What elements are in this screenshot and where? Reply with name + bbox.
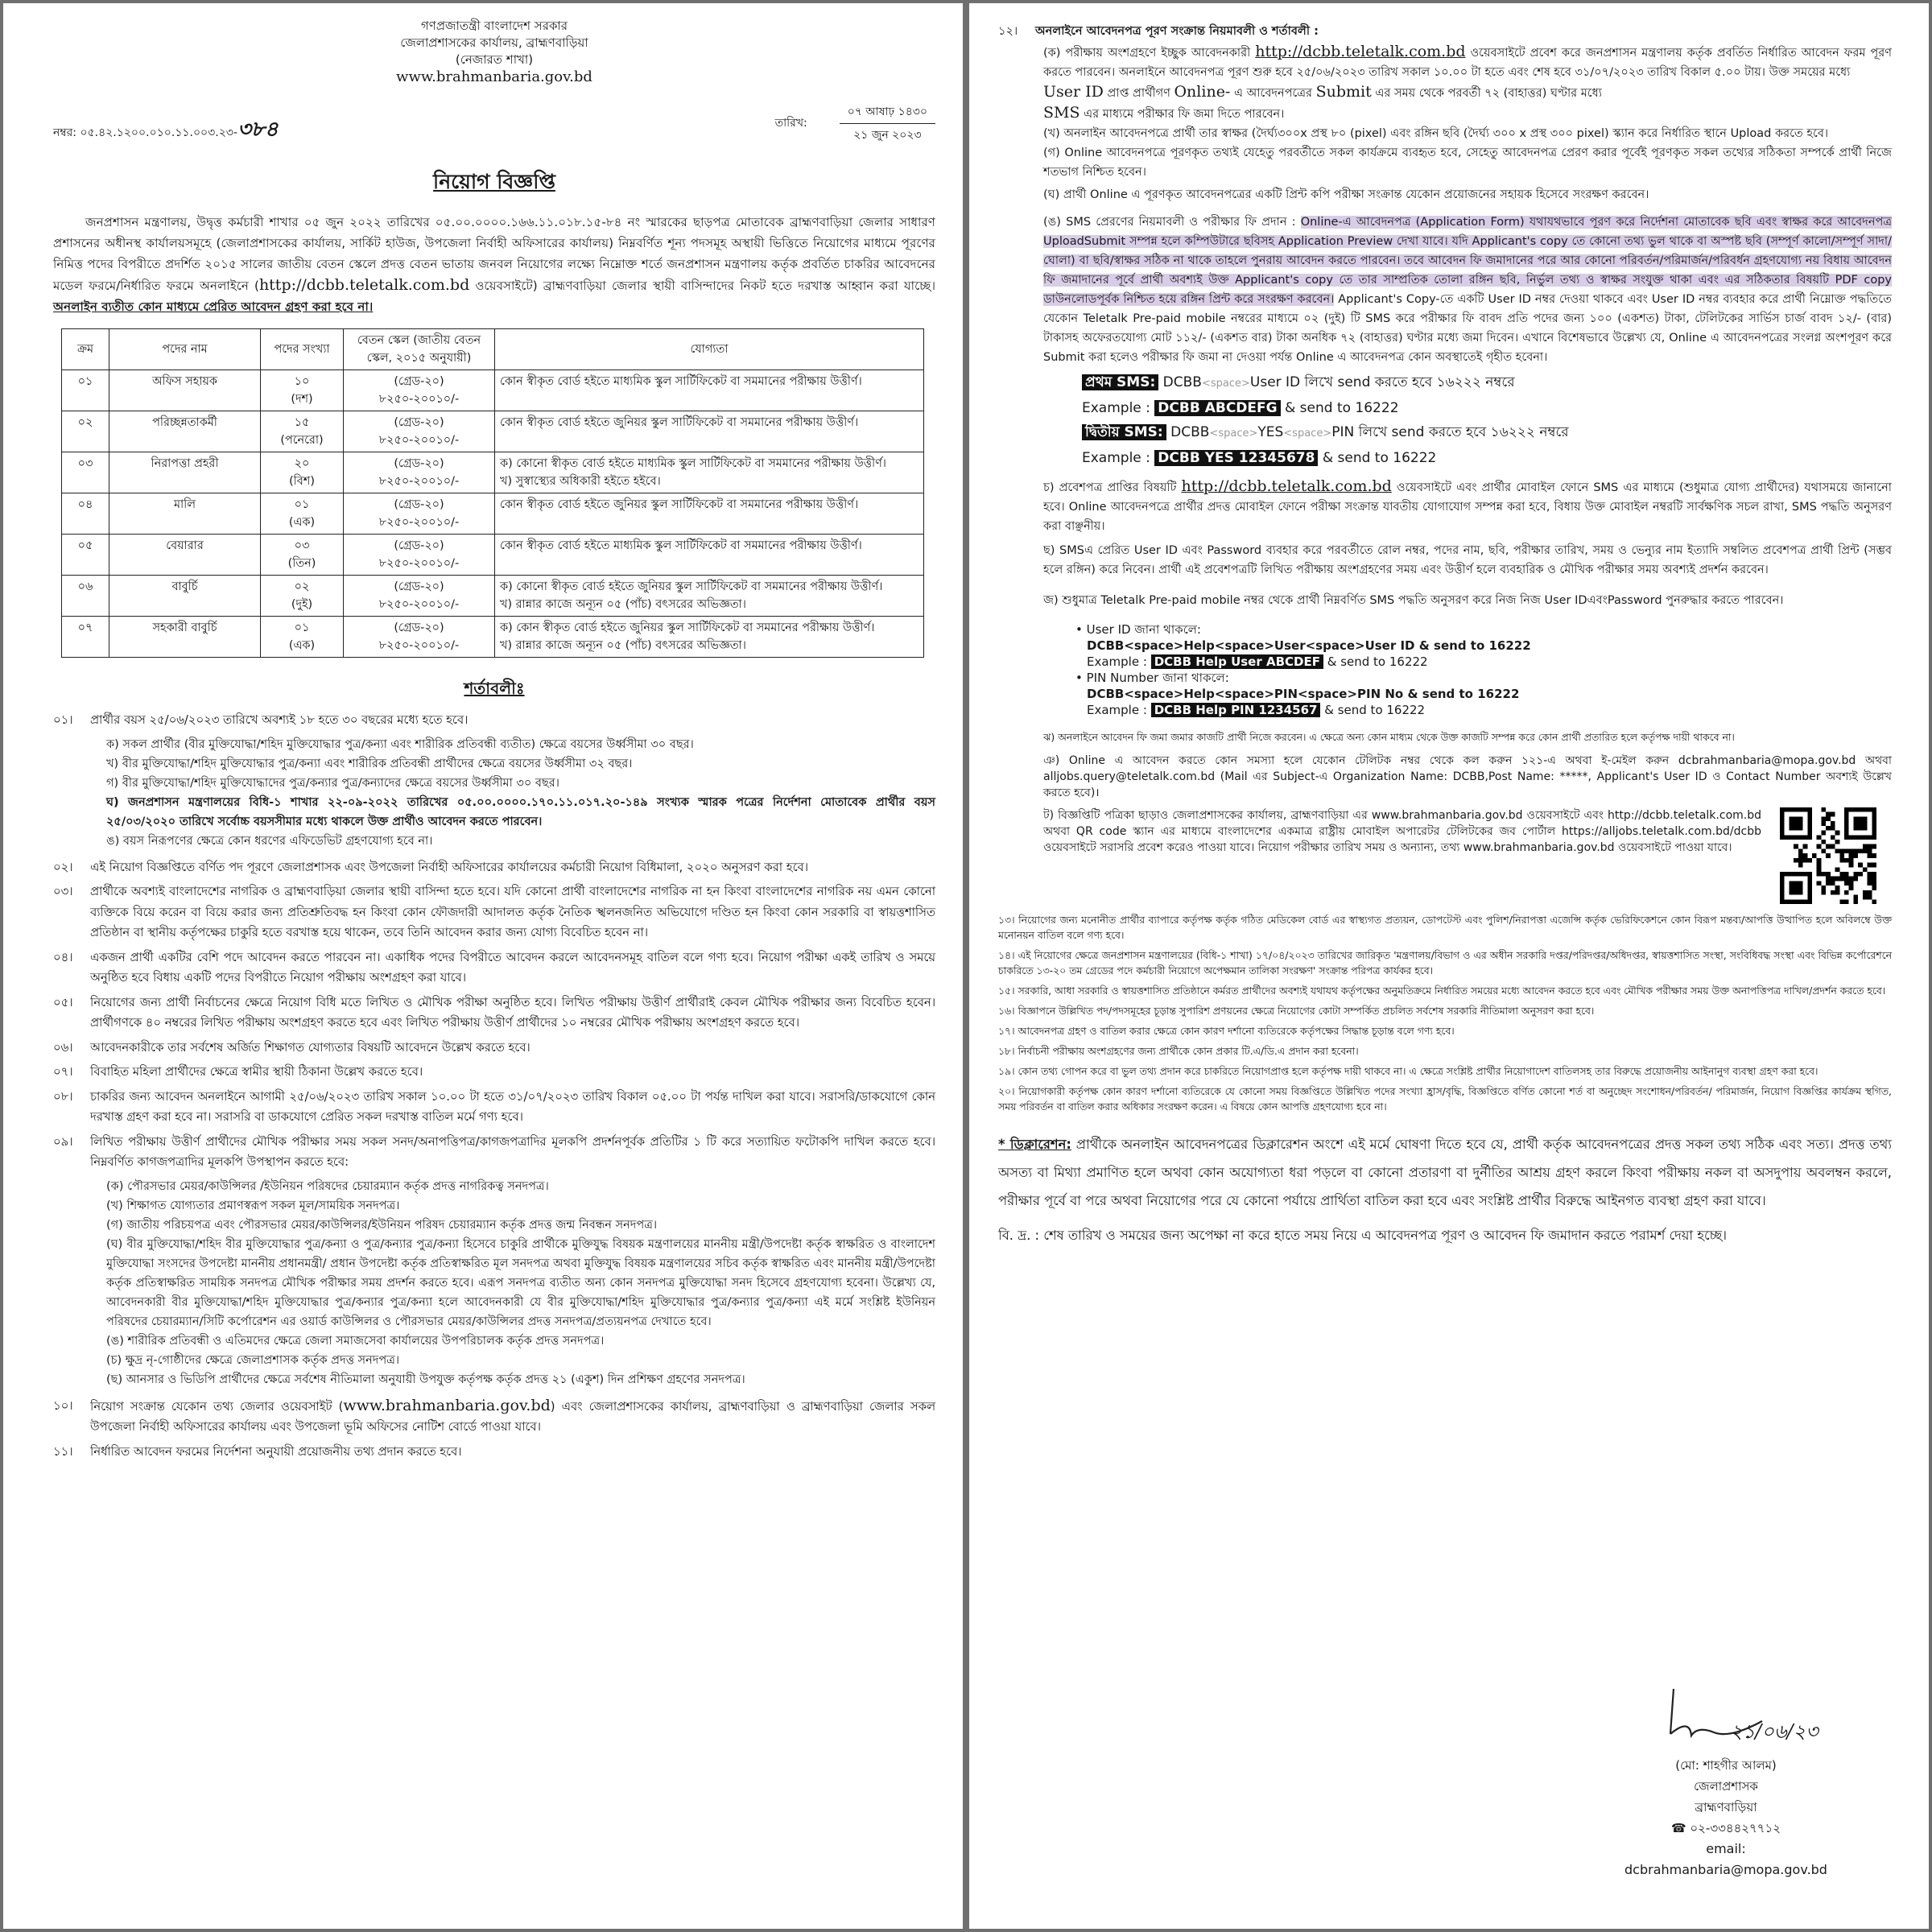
qr-code[interactable] — [1773, 807, 1884, 904]
cell-qualification: ক) কোনো স্বীকৃত বোর্ড হইতে জুনিয়র স্কুল সার্টিফিকেট বা সমমানের পরীক্ষায় উত্তীর্ণ। খ) রান্নার কাজে অন্যূন ০৫ (পাঁচ) বৎসরের অভিজ্ঞতা। — [495, 576, 924, 617]
condition-01-sub-c: গ) বীর মুক্তিযোদ্ধা/শহিদ মুক্তিযোদ্ধাদের পুত্র/কন্যার পুত্র/কন্যাদের ক্ষেত্রে বয়সের উর্ধ্বসীমা ৩০ বছর। — [106, 776, 559, 790]
sms-instructions — [998, 370, 1892, 470]
pin-heading: • PIN Number জানা থাকলে: — [1075, 670, 1229, 685]
cell-serial: ০৪ — [62, 493, 109, 535]
cell-post: সহকারী বাবুর্চি — [109, 617, 261, 658]
condition-17: ১৭। আবেদনপত্র গ্রহণ ও বাতিল করার ক্ষেত্রে কোন কারণ দর্শানো ব্যতিরেকে কর্তৃপক্ষের সিদ্ধান্ত চূড়ান্ত বলে গণ্য হবে। — [998, 1024, 1455, 1037]
condition-03: ০৩। প্রার্থীকে অবশ্যই বাংলাদেশের নাগরিক ও ব্রাহ্মণবাড়িয়া জেলার স্থায়ী বাসিন্দা হতে হবে। যদি কোনো প্রার্থী বাংলাদেশের নাগরিক না হন কিংবা বাংলাদেশের নাগরিক নয় এমন কোনো ব্যক্তিকে বিয়ে করেন বা বিয়ে করার জন্য প্রতিশ্রুতিবদ্ধ হন কিংবা কোন ফৌজদারী আদালত কর্তৃক নৈতিক স্খলনজনিত অভিযোগে দণ্ডিত হন কিংবা কোন সরকারি বা স্বায়ত্তশাসিত প্রতিষ্ঠান বা স্থানীয় কর্তৃপক্ষের চাকুরি হতে বরখাস্ত হয়ে থাকেন, তবে তিনি আবেদন করার জন্য যোগ্য বিবেচিত হবেন না। — [53, 885, 935, 939]
memo-number: নম্বর: ০৫.৪২.১২০০.০১০.১১.০০৩.২৩- — [53, 126, 237, 139]
cell-count: ০১ (এক) — [261, 617, 344, 658]
condition-09-sub-f: (চ) ক্ষুদ্র নৃ-গোষ্ঠীদের ক্ষেত্রে জেলাপ্রশাসক কর্তৃক প্রদত্ত সনদপত্র। — [106, 1353, 400, 1367]
reference-row — [53, 98, 935, 148]
condition-16: ১৬। বিজ্ঞাপনে উল্লিখিত পদ/পদসমূহের চূড়ান্ত সুপারিশ প্রণয়নের ক্ষেত্রে নিয়োগের কোটা সম্পর্কিত প্রচলিত সর্বশেষ সরকারি নীতিমালা অনুসরণ করা হবে। — [998, 1004, 1595, 1017]
cell-qualification: কোন স্বীকৃত বোর্ড হইতে মাধ্যমিক স্কুল সার্টিফিকেট বা সমমানের পরীক্ষায় উত্তীর্ণ। — [495, 370, 924, 411]
condition-10-link[interactable]: www.brahmanbaria.gov.bd — [343, 1396, 551, 1414]
condition-09-sub-b: (খ) শিক্ষাগত যোগ্যতার প্রমাণস্বরূপ সকল মূল/সাময়িক সনদপত্র। — [106, 1199, 400, 1212]
condition-20: ২০। নিয়োগকারী কর্তৃপক্ষ কোন কারণ দর্শানো ব্যতিরেকে যে কোনো সময় বিজ্ঞপ্তিতে উল্লিখিত পদের সংখ্যা হ্রাস/বৃদ্ধি, বিজ্ঞপ্তিতে বর্ণিত কোনো শর্ত বা অনুচ্ছেদ সংশোধন/পরিবর্তন/ পরিমার্জন, নিয়োগ বিজ্ঞপ্তির কার্যক্রম স্থগিত, সময় পরিবর্তন বা বাতিল করার অধিকার সংরক্ষণ করেন। এ বিষয়ে কোন আপত্তি গ্রহণযোগ্য হবে না। — [998, 1084, 1892, 1113]
cell-post: বেয়ারার — [109, 535, 261, 576]
cell-post: বাবুর্চি — [109, 576, 261, 617]
cell-serial: ০১ — [62, 370, 109, 411]
condition-09-sub-e: (ঙ) শারীরিক প্রতিবন্ধী ও এতিমদের ক্ষেত্রে জেলা সমাজসেবা কার্যালয়ের উপপরিচালক কর্তৃক প্রদত্ত সনদপত্র। — [106, 1334, 605, 1348]
table-row — [62, 535, 924, 576]
cell-count: ০২ (দুই) — [261, 576, 344, 617]
intro-paragraph: জনপ্রশাসন মন্ত্রণালয়, উদ্বৃত্ত কর্মচারী শাখার ০৫ জুন ২০২২ তারিখের ০৫.০০.০০০০.১৬৬.১১.০১৮.১৫-৮৪ নং স্মারকের ছাড়পত্র মোতাবেক ব্রাহ্মণবাড়িয়া জেলার সাধারণ প্রশাসনের অধীনস্থ কার্যালয়সমূহে (জেলাপ্রশাসকের কার্যালয়, সার্কিট হাউজ, উপজেলা নির্বাহী অফিসারের কার্যালয়) নিম্নবর্ণিত শূন্য পদসমূহ অস্থায়ী ভিত্তিতে নিয়োগের মাধ্যমে পূরণের নিমিত্ত পদের বিপরীতে প্রদর্শিত ২০১৫ সালের জাতীয় বেতন স্কেলে প্রদত্ত বেতন ভাতায় জনবল নিয়োগের লক্ষ্যে নিম্নোক্ত শর্তে জনপ্রশাসন মন্ত্রণালয় কর্তৃক প্রবর্তিত চাকরির আবেদনের মডেল ফরমে/নির্ধারিত ফরমে অনলাইনে (http://dcbb.teletalk.com.bd ওয়েবসাইটে) ব্রাহ্মণবাড়িয়া জেলার স্থায়ী বাসিন্দাদের নিকট হতে দরখাস্ত আহ্বান করা যাচ্ছে। অনলাইন ব্যতীত কোন মাধ্যমে প্রেরিত আবেদন গ্রহণ করা হবে না। — [53, 215, 935, 314]
recovery-sms — [998, 621, 1892, 718]
condition-12-kha: (খ) অনলাইন আবেদনপত্রে প্রার্থী তার স্বাক্ষর (দৈর্ঘ্য৩০০x প্রস্থ ৮০ (pixel) এবং রঙ্গিন ছবি (দৈর্ঘ্য ৩০০ x প্রস্থ ৩০০ pixel) স্ক্যান করে নির্ধারিত স্থানে Upload করতে হবে। — [1043, 126, 1829, 140]
cell-serial: ০৩ — [62, 452, 109, 493]
conditions-title: শর্তাবলীঃ — [464, 679, 525, 698]
intro-link[interactable]: http://dcbb.teletalk.com.bd — [258, 276, 470, 294]
condition-01-sub-b: খ) বীর মুক্তিযোদ্ধা/শহিদ মুক্তিযোদ্ধার পুত্র/কন্যা এবং শারীরিক প্রতিবন্ধী প্রার্থীদের ক্ষেত্রে বয়সের উর্ধ্বসীমা ৩২ বছর। — [106, 757, 633, 770]
note-bottom: বি. দ্র. : শেষ তারিখ ও সময়ের জন্য অপেক্ষা না করে হাতে সময় নিয়ে এ আবেদনপত্র পূরণ ও আবেদন ফি জমাদান করতে পরামর্শ দেয়া হচ্ছে। — [998, 1227, 1727, 1243]
cell-count: ১৫ (পনেরো) — [261, 411, 344, 452]
cell-post: পরিচ্ছন্নতাকর্মী — [109, 411, 261, 452]
cell-count: ২০ (বিশ) — [261, 452, 344, 493]
cell-scale: (গ্রেড-২০) ৮২৫০-২০০১০/- — [344, 411, 495, 452]
vacancy-table — [61, 328, 924, 658]
cha-link[interactable]: http://dcbb.teletalk.com.bd — [1181, 477, 1392, 495]
condition-05: ০৫। নিয়োগের জন্য প্রার্থী নির্বাচনের ক্ষেত্রে নিয়োগ বিধি মতে লিখিত ও মৌখিক পরীক্ষা অনুষ্ঠিত হবে। লিখিত পরীক্ষায় উত্তীর্ণ প্রার্থীরাই কেবল মৌখিক পরীক্ষার জন্য বিবেচিত হবেন। প্রার্থীগণকে ৪০ নম্বরের লিখিত পরীক্ষায় অংশগ্রহণ করতে হবে এবং লিখিত পরীক্ষায় উত্তীর্ণ প্রার্থীদের ১০ নম্বরের মৌখিক পরীক্ষায় অংশগ্রহণ করতে হবে। — [53, 995, 935, 1030]
condition-12-title: ১২। অনলাইনে আবেদনপত্র পূরণ সংক্রান্ত নিয়মাবলী ও শর্তাবলী : — [998, 24, 1319, 38]
cell-qualification: ক) কোন স্বীকৃত বোর্ড হইতে জুনিয়র স্কুল সার্টিফিকেট বা সমমানের পরীক্ষায় উত্তীর্ণ। খ) রান্নার কাজে অন্যূন ০৫ (পাঁচ) বৎসরের অভিজ্ঞতা। — [495, 617, 924, 658]
header-website[interactable]: www.brahmanbaria.gov.bd — [396, 68, 592, 85]
nga-highlighted-text: Online-এ আবেদনপত্র (Application Form) যথাযথভাবে পূরণ করে নির্দেশনা মোতাবেক ছবি এবং স্বাক্ষর করে আবেদনপত্র UploadSubmit সম্পন্ন হলে কম্পিউটারে ছবিসহ Application Preview দেখা যাবে। যদি Applicant's copy তে কোনো তথ্য ভুল থাকে বা অস্পষ্ট ছবি (সম্পূর্ণ কালো/সম্পূর্ণ সাদা/ঘোলা) বা ছবি/স্বাক্ষর সঠিক না থাকে তাহলে পুনরায় আবেদন করতে পারবেন। তবে আবেদন ফি জমাদানের পরে আর কোনো পরিবর্তন/পরিমার্জন/পরিবর্ধন গ্রহণযোগ্য নয় বিধায় আবেদন ফি জমাদানের পূর্বে প্রার্থী অবশ্যই উক্ত Applicant's copy তে তার সাম্প্রতিক তোলা রঙ্গিন ছবি, নির্ভুল তথ্য ও স্বাক্ষর সংযুক্ত থাকা এবং এর সঠিকতার বিষয়টি PDF copy ডাউনলোডপূর্বক নিশ্চিত হয়ে রঙ্গিন প্রিন্ট করে সংরক্ষণ করবেন। — [1043, 215, 1893, 306]
cell-serial: ০৫ — [62, 535, 109, 576]
first-sms-example: Example : DCBB ABCDEFG & send to 16222 — [1082, 399, 1399, 416]
condition-02: ০২। এই নিয়োগ বিজ্ঞপ্তিতে বর্ণিত পদ পূরণে জেলাপ্রশাসক এবং উপজেলা নির্বাহী অফিসারের কার্যালয়ের কর্মচারী নিয়োগ বিধিমালা, ২০২০ অনুসরণ করা হবে। — [53, 860, 809, 874]
pin-example: Example : DCBB Help PIN 1234567 & send to 16222 — [1087, 702, 1426, 717]
condition-14: ১৪। এই নিয়োগের ক্ষেত্রে জনপ্রশাসন মন্ত্রণালয়ের (বিধি-১ শাখা) ১৭/০৪/২০২৩ তারিখের জারিকৃত 'মন্ত্রণালয়/বিভাগ ও এর অধীন সরকারি দপ্তর/পরিদপ্তর/অধিদপ্তর, স্বায়ত্তশাসিত সংস্থা, সংবিধিবদ্ধ সংস্থা এবং বিভিন্ন কর্পোরেশনে চাকরিতে ১৩-২০ তম গ্রেডের পদে কর্মচারী নিয়োগে অপেক্ষমান তালিকা সংরক্ষণ' সংক্রান্ত পরিপত্র কার্যকর হবে। — [998, 948, 1892, 976]
date-english: ২১ জুন ২০২৩ — [853, 128, 922, 142]
gov-name: গণপ্রজাতন্ত্রী বাংলাদেশ সরকার — [420, 19, 568, 33]
condition-06: ০৬। আবেদনকারীকে তার সর্বশেষ অর্জিত শিক্ষাগত যোগ্যতার বিষয়টি আবেদনে উল্লেখ করতে হবে। — [53, 1040, 530, 1055]
cell-count: ০১ (এক) — [261, 493, 344, 535]
condition-10: ১০। নিয়োগ সংক্রান্ত যেকোন তথ্য জেলার ওয়েবসাইট (www.brahmanbaria.gov.bd) এবং জেলাপ্রশাসকের কার্যালয়, ব্রাহ্মণবাড়িয়া ও ব্রাহ্মণবাড়িয়া জেলার সকল উপজেলা নির্বাহী অফিসারের কার্যালয় এবং উপজেলা ভূমি অফিসের নোটিশ বোর্ডে পাওয়া যাবে। — [53, 1396, 936, 1434]
signature-block — [1609, 1686, 1843, 1880]
declaration: * ডিক্লারেশন: প্রার্থীকে অনলাইন আবেদনপত্রের ডিক্লারেশন অংশে এই মর্মে ঘোষণা দিতে হবে যে, প্রার্থী কর্তৃক আবেদনপত্রের প্রদত্ত সকল তথ্য সঠিক এবং সত্য। প্রদত্ত তথ্য অসত্য বা মিথ্যা প্রমাণিত হলে অথবা কোন অযোগ্যতা ধরা পড়লে বা কোনো প্রতারণা বা দুর্নীতির আশ্রয় গ্রহণ করলে কিংবা পরীক্ষায় নকল বা অসদুপায় অবলম্বন করলে, পরীক্ষার পূর্বে বা পরে অথবা নিয়োগের পরে যে কোনো পর্যায়ে প্রার্থিতা বাতিল করা হবে এবং সংশ্লিষ্ট প্রার্থীর বিরুদ্ধে আইনগত ব্যবস্থা গ্রহণ করা যাবে। — [998, 1136, 1892, 1208]
table-header-row — [62, 329, 924, 370]
cell-qualification: কোন স্বীকৃত বোর্ড হইতে জুনিয়র স্কুল সার্টিফিকেট বা সমমানের পরীক্ষায় উত্তীর্ণ। — [495, 411, 924, 452]
condition-12-nga: (ঙ) SMS প্রেরণের নিয়মাবলী ও পরীক্ষার ফি প্রদান : Online-এ আবেদনপত্র (Application Form) যথাযথভাবে পূরণ করে নির্দেশনা মোতাবেক ছবি এবং স্বাক্ষর করে আবেদনপত্র UploadSubmit সম্পন্ন হলে কম্পিউটারে ছবিসহ Application Preview দেখা যাবে। যদি Applicant's copy তে কোনো তথ্য ভুল থাকে বা অস্পষ্ট ছবি (সম্পূর্ণ কালো/সম্পূর্ণ সাদা/ঘোলা) বা ছবি/স্বাক্ষর সঠিক না থাকে তাহলে পুনরায় আবেদন করতে পারবেন। তবে আবেদন ফি জমাদানের পরে আর কোনো পরিবর্তন/পরিমার্জন/পরিবর্ধন গ্রহণযোগ্য নয় বিধায় আবেদন ফি জমাদানের পূর্বে প্রার্থী অবশ্যই উক্ত Applicant's copy তে তার সাম্প্রতিক তোলা রঙ্গিন ছবি, নির্ভুল তথ্য ও স্বাক্ষর সংযুক্ত থাকা এবং এর সঠিকতার বিষয়টি PDF copy ডাউনলোডপূর্বক নিশ্চিত হয়ে রঙ্গিন প্রিন্ট করে সংরক্ষণ করবেন। Applicant's Copy-তে একটি User ID নম্বর দেওয়া থাকবে এবং User ID নম্বর ব্যবহার করে প্রার্থী নিম্নোক্ত পদ্ধতিতে যেকোন Teletalk Pre-paid mobile নম্বরের মাধ্যমে ০২ (দুই) টি SMS করে পরীক্ষার ফি বাবদ প্রতি পদের জন্য ১০০ (একশত) টাকা, টেলিটকের সার্ভিস চার্জ বাবদ ১২/- (বার) টাকাসহ অফেরতযোগ্য মোট ১১২/- (একশত বার) টাকা অনধিক ৭২ (বাহাত্তর) ঘণ্টার মধ্যে জমা দিবেন। এখানে বিশেষভাবে উল্লেখ্য যে, Online এ আবেদনপত্রের সংলগ্ন অংশপূরণ করে Submit করা হলেও পরীক্ষার ফি জমা না দেওয়া পর্যন্ত Online এ আবেদনপত্র কোন অবস্থাতেই গৃহীত হবেনা। — [1043, 215, 1893, 364]
cell-scale: (গ্রেড-২০) ৮২৫০-২০০১০/- — [344, 617, 495, 658]
condition-09: ০৯। লিখিত পরীক্ষায় উত্তীর্ণ প্রার্থীদের মৌখিক পরীক্ষার সময় সকল সনদ/অনাপত্তিপত্র/কাগজপত্রাদির মূলকপি প্রদর্শনপূর্বক প্রতিটির ১ টি করে সত্যায়িত ফটোকপি দাখিল করতে হবে। নিম্নবর্ণিত কাগজপত্রাদির মূলকপি উপস্থাপন করতে হবে: — [53, 1134, 935, 1169]
condition-12-ja: জ) শুধুমাত্র Teletalk Pre-paid mobile নম্বর থেকে প্রার্থী নিম্নবর্ণিত SMS পদ্ধতি অনুসরণ করে নিজ নিজ User IDএবংPassword পুনরুদ্ধার করতে পারবেন। — [1043, 593, 1784, 607]
condition-09-sub-a: (ক) পৌরসভার মেয়র/কাউন্সিলর /ইউনিয়ন পরিষদের চেয়ারম্যান কর্তৃক প্রদত্ত নাগরিকত্ব সনদপত্র। — [106, 1179, 549, 1193]
signature-date: ২১/০৬/২৩ — [1730, 1720, 1818, 1743]
condition-12-cha: চ) প্রবেশপত্র প্রাপ্তির বিষয়টি http://dcbb.teletalk.com.bd ওয়েবসাইটে এবং প্রার্থীর মোবাইল ফোনে SMS এর মাধ্যমে (শুধুমাত্র যোগ্য প্রার্থীদের) যথাসময়ে জানানো হবে। Online আবেদনপত্রে প্রার্থীর প্রদত্ত মোবাইল ফোনে পরীক্ষা সংক্রান্ত যাবতীয় যোগাযোগ সম্পন্ন করা হবে, বিধায় উক্ত মোবাইল নম্বরটি সার্বক্ষণিক সচল রাখা, SMS পদ্ধতি অনুসরণ করা বাঞ্ছনীয়। — [1043, 477, 1892, 533]
signatory-name: (মো: শাহগীর আলম) — [1675, 1758, 1777, 1773]
cell-scale: (গ্রেড-২০) ৮২৫০-২০০১০/- — [344, 576, 495, 617]
condition-15: ১৫। সরকারি, আধা সরকারি ও স্বায়ত্তশাসিত প্রতিষ্ঠানে কর্মরত প্রার্থীদের অবশ্যই যথাযথ কর্তৃপক্ষের অনুমতিক্রমে নির্ধারিত সময়ের মধ্যে আবেদন করতে হবে এবং মৌখিক পরীক্ষার সময় উক্ত অনাপত্তিপত্র দাখিল/প্রদর্শন করতে হবে। — [998, 984, 1886, 997]
notice-title: নিয়োগ বিজ্ঞপ্তি — [433, 170, 555, 193]
condition-18: ১৮। নির্বাচনী পরীক্ষায় অংশগ্রহণের জন্য প্রার্থীকে কোন প্রকার টি.এ/ডি.এ প্রদান করা হবেনা। — [998, 1044, 1359, 1057]
cell-serial: ০৭ — [62, 617, 109, 658]
signatory-title: জেলাপ্রশাসক — [1694, 1779, 1758, 1794]
vacancy-table-body — [62, 370, 924, 658]
condition-12-chha: ছ) SMSএ প্রেরিত User ID এবং Password ব্যবহার করে পরবর্তীতে রোল নম্বর, পদের নাম, ছবি, পরীক্ষার তারিখ, সময় ও ভেন্যুর নাম ইত্যাদি সম্বলিত প্রবেশপত্র প্রার্থী প্রিন্ট (সম্ভব হলে রঙ্গিন) করে নিবেন। প্রার্থী এই প্রবেশপত্রটি লিখিত পরীক্ষায় অংশগ্রহণের সময় এবং উত্তীর্ণ হলে ব্যবহারিক ও মৌখিক পরীক্ষার সময় অবশ্যই প্রদর্শন করবেন। — [1043, 543, 1892, 576]
table-row — [62, 411, 924, 452]
cell-post: অফিস সহায়ক — [109, 370, 261, 411]
first-sms-line: প্রথম SMS: DCBB<space>User ID লিখে send করতে হবে ১৬২২২ নম্বরে — [1082, 370, 1892, 396]
phone-icon: ☎ — [1670, 1821, 1690, 1835]
notice-page-left — [3, 3, 963, 1929]
condition-01-sub-a: ক) সকল প্রার্থীর (বীর মুক্তিযোদ্ধা/শহিদ মুক্তিযোদ্ধার পুত্র/কন্যা এবং শারীরিক প্রতিবন্ধী ব্যতীত) ক্ষেত্রে বয়সের উর্ধ্বসীমা ৩০ বছর। — [106, 737, 694, 751]
cell-count: ১০ (দশ) — [261, 370, 344, 411]
th-post: পদের নাম — [109, 329, 261, 370]
cell-serial: ০২ — [62, 411, 109, 452]
table-row — [62, 617, 924, 658]
cell-serial: ০৬ — [62, 576, 109, 617]
table-row — [62, 452, 924, 493]
cell-scale: (গ্রেড-২০) ৮২৫০-২০০১০/- — [344, 493, 495, 535]
cell-post: মালি — [109, 493, 261, 535]
ka-link[interactable]: http://dcbb.teletalk.com.bd — [1255, 42, 1466, 60]
condition-09-sub-c: (গ) জাতীয় পরিচয়পত্র এবং পৌরসভার মেয়র/কাউন্সিলর/ইউনিয়ন পরিষদ চেয়ারম্যান কর্তৃক প্রদত্ত জন্ম নিবন্ধন সনদপত্র। — [106, 1218, 658, 1232]
table-row — [62, 493, 924, 535]
condition-19: ১৯। কোন তথ্য গোপন করে বা ভুল তথ্য প্রদান করে চাকরিতে নিয়োগপ্রাপ্ত হলে কর্তৃপক্ষ দায়ী থাকবে না। এ ক্ষেত্রে সংশ্লিষ্ট প্রার্থীর নিয়োগাদেশ বাতিলসহ তার বিরুদ্ধে প্রয়োজনীয় আইনানুগ ব্যবস্থা গ্রহণ করা হবে। — [998, 1064, 1818, 1077]
letterhead — [53, 18, 935, 85]
cell-count: ০৩ (তিন) — [261, 535, 344, 576]
cell-qualification: কোন স্বীকৃত বোর্ড হইতে মাধ্যমিক স্কুল সার্টিফিকেট বা সমমানের পরীক্ষায় উত্তীর্ণ। — [495, 535, 924, 576]
signatory-place: ব্রাহ্মণবাড়িয়া — [1695, 1800, 1757, 1814]
th-qualification: যোগ্যতা — [495, 329, 924, 370]
date-label: তারিখ: — [774, 117, 807, 130]
th-serial: ক্রম — [62, 329, 109, 370]
condition-11: ১১। নির্ধারিত আবেদন ফরমের নির্দেশনা অনুযায়ী প্রয়োজনীয় তথ্য প্রদান করতে হবে। — [53, 1444, 462, 1459]
date-bangla: ০৭ আষাঢ় ১৪৩০ — [840, 102, 935, 124]
condition-01: ০১। প্রার্থীর বয়স ২৫/০৬/২০২৩ তারিখে অবশ্যই ১৮ হতে ৩০ বছরের মধ্যে হতে হবে। — [53, 713, 469, 727]
notice-page-right — [969, 3, 1929, 1929]
memo-handwritten-number: ৩৮৪ — [237, 118, 279, 142]
condition-12-ga: (গ) Online আবেদনপত্রে পূরণকৃত তথ্যই যেহেতু পরবর্তীতে সকল কার্যক্রমে ব্যবহৃত হবে, সেহেতু আবেদনপত্র প্রেরণ করার পূর্বেই পূরণকৃত সকল তথ্যের সঠিকতা সম্পর্কে প্রার্থী নিজে শতভাগ নিশ্চিত হবেন। — [1043, 146, 1892, 179]
condition-08: ০৮। চাকরির জন্য আবেদন অনলাইনে আগামী ২৫/০৬/২০২৩ তারিখ সকাল ১০.০০ টা হতে ৩১/০৭/২০২৩ তারিখ বিকাল ০৫.০০ টা পর্যন্ত দাখিল করা যাবে। সরাসরি/ডাকযোগে কোন দরখাস্ত গ্রহণ করা হবে না। সরাসরি বা ডাকযোগে প্রেরিত সকল দরখাস্ত বাতিল মর্মে গণ্য হবে। — [53, 1089, 935, 1124]
section-name: (নেজারত শাখা) — [455, 52, 534, 67]
cell-post: নিরাপত্তা প্রহরী — [109, 452, 261, 493]
condition-09-sub-g: (ছ) আনসার ও ভিডিপি প্রার্থীদের ক্ষেত্রে সর্বশেষ নীতিমালা অনুযায়ী উপযুক্ত কর্তৃপক্ষ কর্তৃক প্রদত্ত ২১ (একুশ) দিন প্রশিক্ষণ গ্রহণের সনদপত্র। — [106, 1373, 745, 1386]
uid-line: DCBB<space>Help<space>User<space>User ID & send to 16222 — [1087, 638, 1531, 653]
condition-12-gha: (ঘ) প্রার্থী Online এ পূরণকৃত আবেদনপত্রের একটি প্রিন্ট কপি পরীক্ষা সংক্রান্ত যেকোন প্রয়োজনের সহায়ক হিসেবে সংরক্ষণ করবেন। — [1043, 188, 1649, 201]
declaration-label: * ডিক্লারেশন: — [998, 1136, 1071, 1152]
condition-09-sub-d: (ঘ) বীর মুক্তিযোদ্ধা/শহিদ বীর মুক্তিযোদ্ধার পুত্র/কন্যা ও পুত্র/কন্যার পুত্র/কন্যা হিসেবে চাকুরি প্রার্থীকে মুক্তিযুদ্ধ বিষয়ক মন্ত্রণালয়ের মাননীয় মন্ত্রী/উপদেষ্টা কর্তৃক স্বাক্ষরিত ও বাংলাদেশ মুক্তিযোদ্ধা সংসদের উপদেষ্টা মাননীয় প্রধানমন্ত্রী/ প্রধান উপদেষ্টা কর্তৃক প্রতিস্বাক্ষরিত মূল সনদপত্র অথবা মুক্তিযুদ্ধ বিষয়ক মন্ত্রণালয়ের সচিব কর্তৃক স্বাক্ষরিত এবং মাননীয় মন্ত্রী/উপদেষ্টা কর্তৃক প্রতিস্বাক্ষরিত সাময়িক সনদপত্র মৌখিক পরীক্ষার সময় প্রদর্শন করতে হবে। এরূপ সনদপত্র ব্যতীত অন্য কোন সনদপত্র মুক্তিযোদ্ধা সনদ হিসেবে গ্রহণযোগ্য হবেনা। উল্লেখ্য যে, আবেদনকারী বীর মুক্তিযোদ্ধা/শহিদ মুক্তিযোদ্ধার পুত্র/কন্যার পুত্র/কন্যা হলে আবেদনকারী যে বীর মুক্তিযোদ্ধা/শহিদ মুক্তিযোদ্ধার পুত্র/কন্যার পুত্র/কন্যা এই মর্মে সংশ্লিষ্ট ইউনিয়ন পরিষদের চেয়ারম্যান/সিটি কর্পোরেশন এর ওয়ার্ড কাউন্সিলর ও পৌরসভার মেয়র/কাউন্সিলর প্রদত্ত সনদপত্র/প্রত্যয়নপত্র দেখাতে হবে। — [106, 1237, 935, 1328]
condition-12-nya: ঞ) Online এ আবেদন করতে কোন সমস্যা হলে যেকোন টেলিটক নম্বর থেকে কল করুন ১২১-এ অথবা ই-মেইল করুন dcbrahmanbaria@mopa.gov.bd অথবা alljobs.query@teletalk.com.bd (Mail এর Subject-এ Organization Name: DCBB,Post Name: *****, Applicant's User ID ও Contact Number অবশ্যই উল্লেখ করতে হবে)। — [1043, 753, 1892, 799]
condition-01-sub-e: ঙ) বয়স নিরূপণের ক্ষেত্রে কোন ধরণের এফিডেভিট গ্রহণযোগ্য হবে না। — [106, 834, 433, 848]
condition-12-jha: ঝ) অনলাইনে আবেদন ফি জমা জমার কাজটি প্রার্থী নিজে করবেন। এ ক্ষেত্রে অন্য কোন মাধ্যম থেকে উক্ত কাজটি সম্পন্ন করে কোন প্রার্থী প্রতারিত হলে কর্তৃপক্ষ দায়ী থাকবে না। — [1043, 730, 1735, 743]
office-name: জেলাপ্রশাসকের কার্যালয়, ব্রাহ্মণবাড়িয়া — [400, 35, 588, 50]
condition-04: ০৪। একজন প্রার্থী একটির বেশি পদে আবেদন করতে পারবেন না। একাধিক পদের বিপরীতে আবেদন করলে আবেদনসমূহ বাতিল বলে গণ্য হবে। নিয়োগ পরীক্ষা একই তারিখ ও সময়ে অনুষ্ঠিত হবে বিধায় একটি পদের বিপরীতে নিয়োগ পরীক্ষায় অংশগ্রহণ করা যাবে। — [53, 950, 935, 985]
cell-scale: (গ্রেড-২০) ৮২৫০-২০০১০/- — [344, 370, 495, 411]
table-row — [62, 370, 924, 411]
uid-example: Example : DCBB Help User ABCDEF & send to 16222 — [1087, 654, 1428, 669]
cell-scale: (গ্রেড-২০) ৮২৫০-২০০১০/- — [344, 535, 495, 576]
second-sms-example: Example : DCBB YES 12345678 & send to 16222 — [1082, 449, 1437, 466]
pin-line: DCBB<space>Help<space>PIN<space>PIN No & send to 16222 — [1087, 686, 1520, 701]
th-count: পদের সংখ্যা — [261, 329, 344, 370]
second-sms-line: দ্বিতীয় SMS: DCBB<space>YES<space>PIN লিখে send করতে হবে ১৬২২২ নম্বরে — [1082, 420, 1892, 446]
table-row — [62, 576, 924, 617]
condition-13: ১৩। নিয়োগের জন্য মনোনীত প্রার্থীর ব্যাপারে কর্তৃপক্ষ কর্তৃক গঠিত মেডিকেল বোর্ড এর স্বাস্থ্যগত প্রত্যয়ন, ডোপটেস্ট এবং পুলিশ/নিরাপত্তা এজেন্সি কর্তৃক ভেরিফিকেশনে কোন বিরূপ মন্তব্য/আপত্তি উত্থাপিত হলে অবিলম্বে উক্ত মনোনয়ন বাতিল বলে গণ্য হবে। — [998, 913, 1892, 941]
condition-07: ০৭। বিবাহিত মহিলা প্রার্থীদের ক্ষেত্রে স্বামীর স্থায়ী ঠিকানা উল্লেখ করতে হবে। — [53, 1065, 423, 1079]
uid-heading: • User ID জানা থাকলে: — [1075, 621, 1201, 637]
condition-12-ka: (ক) পরীক্ষায় অংশগ্রহণে ইচ্ছুক আবেদনকারী http://dcbb.teletalk.com.bd ওয়েবসাইটে প্রবেশ করে জনপ্রশাসন মন্ত্রণালয় কর্তৃক প্রবর্তিত নির্ধারিত আবেদন ফরম পূরণ করতে পারবেন। অনলাইনে আবেদনপত্র পূরণ শুরু হবে ২৫/০৬/২০২৩ তারিখ সকাল ১০.০০ টা হতে এবং শেষ হবে ৩১/০৭/২০২৩ তারিখ বিকাল ৫.০০ টায়। উক্ত সময়ের মধ্যে User ID প্রাপ্ত প্রার্থীগণ Online- এ আবেদনপত্রের Submit এর সময় থেকে পরবর্তী ৭২ (বাহাত্তর) ঘণ্টার মধ্যে SMS এর মাধ্যমে পরীক্ষার ফি জমা দিতে পারবেন। — [1043, 42, 1892, 122]
cell-qualification: কোন স্বীকৃত বোর্ড হইতে জুনিয়র স্কুল সার্টিফিকেট বা সমমানের পরীক্ষায় উত্তীর্ণ। — [495, 493, 924, 535]
th-scale: বেতন স্কেল (জাতীয় বেতন স্কেল, ২০১৫ অনুযায়ী) — [344, 329, 495, 370]
signatory-phone: ☎ ০২-৩৩৪৪২৭৭১২ — [1670, 1821, 1781, 1835]
cell-qualification: ক) কোনো স্বীকৃত বোর্ড হইতে মাধ্যমিক স্কুল সার্টিফিকেট বা সমমানের পরীক্ষায় উত্তীর্ণ। খ) সুস্বাস্থ্যের অধিকারী হইতে হইবে। — [495, 452, 924, 493]
intro-online-only: অনলাইন ব্যতীত কোন মাধ্যমে প্রেরিত আবেদন গ্রহণ করা হবে না। — [53, 299, 374, 314]
cell-scale: (গ্রেড-২০) ৮২৫০-২০০১০/- — [344, 452, 495, 493]
condition-01-sub-d: ঘ) জনপ্রশাসন মন্ত্রণালয়ের বিধি-১ শাখার ২২-০৯-২০২২ তারিখের ০৫.০০.০০০০.১৭০.১১.০১৭.২০-১৪৯ সংখ্যক স্মারক পত্রের নির্দেশনা মোতাবেক প্রার্থীর বয়স ২৫/০৩/২০২০ তারিখে সর্বোচ্চ বয়সসীমার মধ্যে থাকলে উক্ত প্রার্থীও আবেদন করতে পারবেন। — [106, 795, 935, 828]
condition-12-ta: ট) বিজ্ঞপ্তিটি পত্রিকা ছাড়াও জেলাপ্রশাসকের কার্যালয়, ব্রাহ্মণবাড়িয়া এর www.brahmanbaria.gov.bd ওয়েবসাইটে এবং http://dcbb.teletalk.com.bd অথবা QR code স্ক্যান এর মাধ্যমে বাংলাদেশের একমাত্র রাষ্ট্রীয় মোবাইল অপারেটর টেলিটকের জব পোর্টাল https://alljobs.teletalk.com.bd/dcbb ওয়েবসাইটে সরাসরি প্রবেশ করেও পাওয়া যাবে। নিয়োগ পরীক্ষার তারিখ সময় ও অন্যান্য, তথ্য www.brahmanbaria.gov.bd ওয়েবসাইটে পাওয়া যাবে। — [998, 807, 1892, 856]
signatory-email[interactable]: email: dcbrahmanbaria@mopa.gov.bd — [1624, 1841, 1827, 1877]
